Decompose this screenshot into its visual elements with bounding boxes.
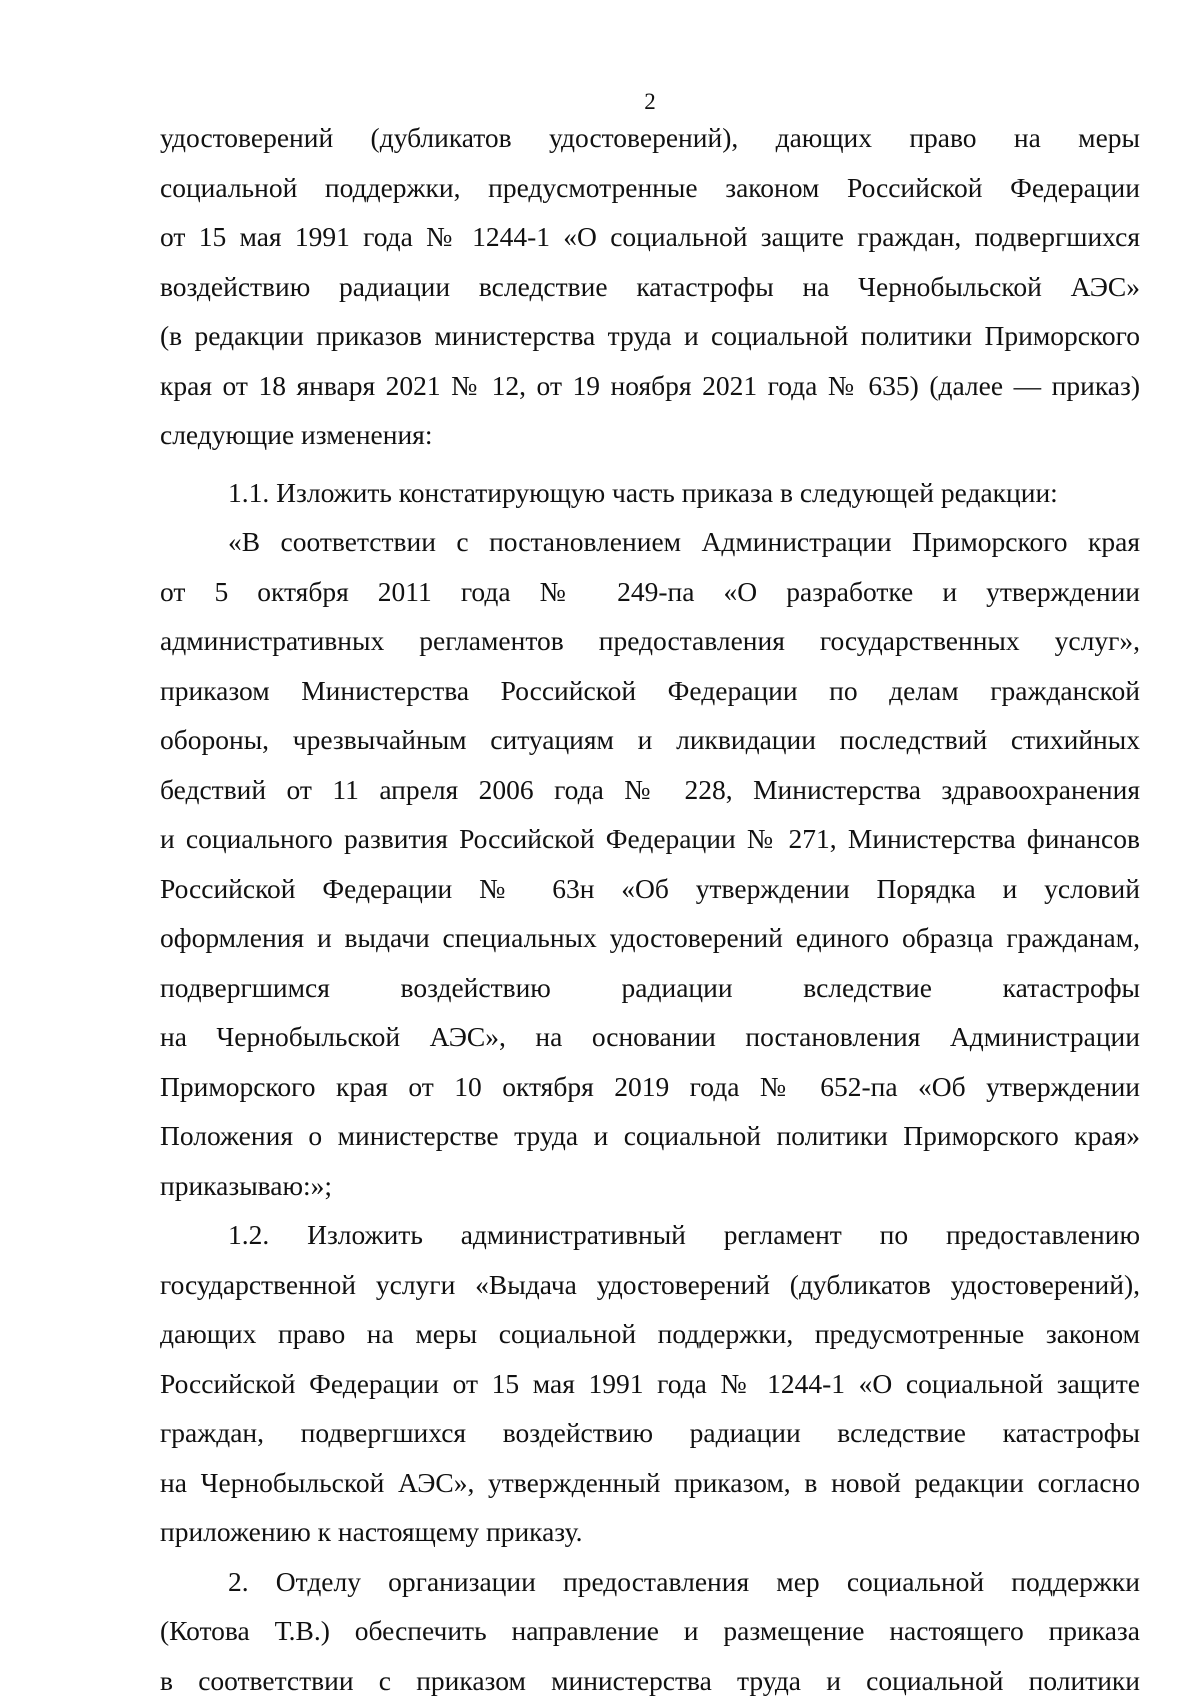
paragraph-gap — [160, 460, 1140, 468]
page-number: 2 — [0, 89, 1200, 115]
text-line: в соответствии с приказом министерства труда и социальной политики — [160, 1656, 1140, 1705]
text-line: Российской Федерации от 15 мая 1991 года № 1244-1 «О социальной защите — [160, 1359, 1140, 1409]
text-line: 1.2. Изложить административный регламент по предоставлению — [160, 1210, 1140, 1260]
text-line: от 5 октября 2011 года № 249-па «О разработке и утверждении — [160, 567, 1140, 617]
document-body — [160, 113, 1140, 1705]
text-line: воздействию радиации вследствие катастрофы на Чернобыльской АЭС» — [160, 262, 1140, 312]
text-line: 2. Отделу организации предоставления мер социальной поддержки — [160, 1557, 1140, 1607]
text-line: социальной поддержки, предусмотренные законом Российской Федерации — [160, 163, 1140, 213]
text-line: административных регламентов предоставления государственных услуг», — [160, 616, 1140, 666]
text-line: дающих право на меры социальной поддержки, предусмотренные законом — [160, 1309, 1140, 1359]
text-line: на Чернобыльской АЭС», на основании постановления Администрации — [160, 1012, 1140, 1062]
text-line: (в редакции приказов министерства труда и социальной политики Приморского — [160, 311, 1140, 361]
text-line: бедствий от 11 апреля 2006 года № 228, Министерства здравоохранения — [160, 765, 1140, 815]
text-line: приказываю:»; — [160, 1161, 1140, 1211]
text-line: Приморского края от 10 октября 2019 года № 652-па «Об утверждении — [160, 1062, 1140, 1112]
text-line: и социального развития Российской Федерации № 271, Министерства финансов — [160, 814, 1140, 864]
text-line: (Котова Т.В.) обеспечить направление и размещение настоящего приказа — [160, 1606, 1140, 1656]
text-line: края от 18 января 2021 № 12, от 19 ноября 2021 года № 635) (далее — приказ) — [160, 361, 1140, 411]
text-line: обороны, чрезвычайным ситуациям и ликвидации последствий стихийных — [160, 715, 1140, 765]
text-line: на Чернобыльской АЭС», утвержденный приказом, в новой редакции согласно — [160, 1458, 1140, 1508]
text-line: оформления и выдачи специальных удостоверений единого образца гражданам, — [160, 913, 1140, 963]
text-line: от 15 мая 1991 года № 1244-1 «О социальной защите граждан, подвергшихся — [160, 212, 1140, 262]
text-line: 1.1. Изложить констатирующую часть приказа в следующей редакции: — [160, 468, 1140, 518]
text-line: приложению к настоящему приказу. — [160, 1507, 1140, 1557]
text-line: подвергшимся воздействию радиации вследствие катастрофы — [160, 963, 1140, 1013]
text-line: Российской Федерации № 63н «Об утверждении Порядка и условий — [160, 864, 1140, 914]
text-line: следующие изменения: — [160, 410, 1140, 460]
text-line: приказом Министерства Российской Федерации по делам гражданской — [160, 666, 1140, 716]
text-line: государственной услуги «Выдача удостоверений (дубликатов удостоверений), — [160, 1260, 1140, 1310]
text-line: удостоверений (дубликатов удостоверений), дающих право на меры — [160, 113, 1140, 163]
text-line: «В соответствии с постановлением Администрации Приморского края — [160, 517, 1140, 567]
text-line: Положения о министерстве труда и социальной политики Приморского края» — [160, 1111, 1140, 1161]
text-line: граждан, подвергшихся воздействию радиации вследствие катастрофы — [160, 1408, 1140, 1458]
